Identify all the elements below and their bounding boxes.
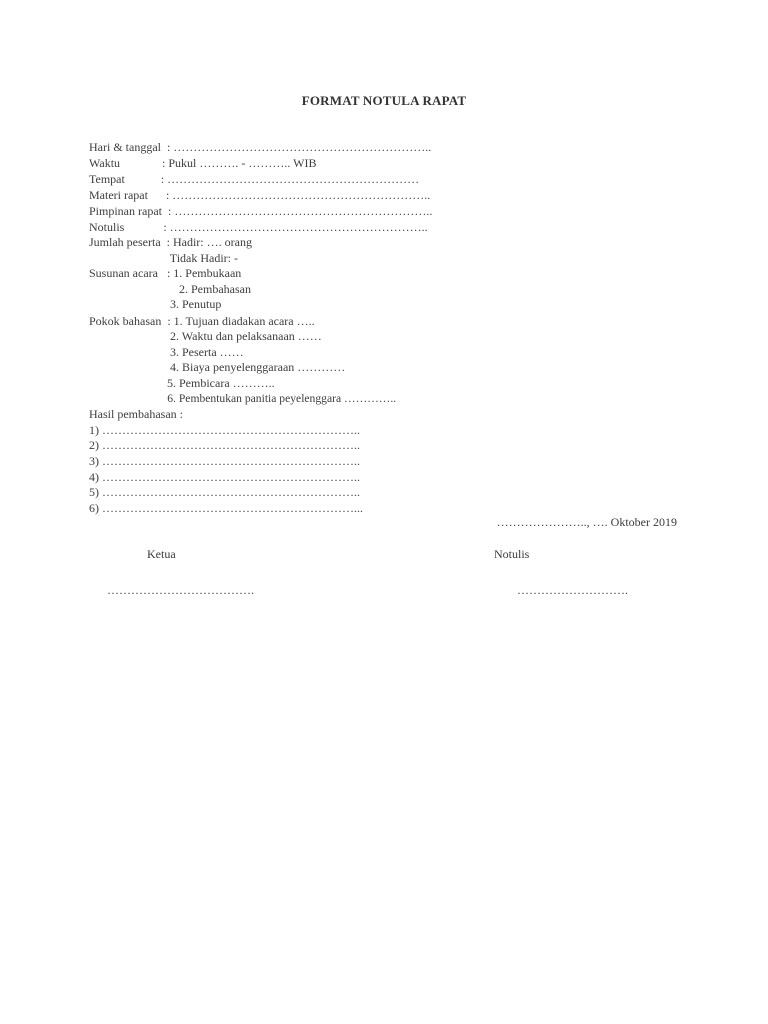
result-item-2: 2) ………………………………………………………..: [89, 438, 360, 452]
signature-line-notulis: ……………………….: [517, 583, 628, 597]
field-jumlah-peserta: Jumlah peserta : Hadir: …. orang: [89, 235, 252, 249]
field-tidak-hadir: Tidak Hadir: -: [89, 251, 239, 265]
signature-label-notulis: Notulis: [494, 547, 530, 561]
field-hari-tanggal: Hari & tanggal : ………………………………………………………..: [89, 140, 432, 154]
signature-line-ketua: ……………………………….: [107, 583, 254, 597]
document-title: FORMAT NOTULA RAPAT: [301, 93, 467, 108]
result-item-4: 4) ………………………………………………………..: [89, 470, 360, 484]
result-item-3: 3) ………………………………………………………..: [89, 454, 360, 468]
field-hasil-pembahasan: Hasil pembahasan :: [89, 407, 183, 421]
field-tempat: Tempat : ………………………………………………………: [89, 172, 420, 186]
field-materi-rapat: Materi rapat : ………………………………………………………..: [89, 188, 431, 202]
topic-item-2: 2. Waktu dan pelaksanaan ……: [89, 329, 322, 343]
topic-item-4: 4. Biaya penyelenggaraan …………: [89, 360, 346, 374]
topic-item-5: 5. Pembicara ………..: [89, 376, 275, 390]
agenda-item-2: 2. Pembahasan: [89, 282, 251, 296]
field-waktu: Waktu : Pukul ………. - ……….. WIB: [89, 156, 317, 170]
result-item-6: 6) ………………………………………………………...: [89, 501, 363, 515]
signature-label-ketua: Ketua: [147, 547, 176, 561]
field-notulis: Notulis : ………………………………………………………..: [89, 220, 428, 234]
field-pokok-bahasan: Pokok bahasan : 1. Tujuan diadakan acara …..: [89, 314, 315, 328]
field-pimpinan-rapat: Pimpinan rapat : ………………………………………………………..: [89, 204, 433, 218]
result-item-1: 1) ………………………………………………………..: [89, 423, 360, 437]
date-line: ………………….., …. Oktober 2019: [496, 515, 677, 529]
topic-item-3: 3. Peserta ……: [89, 345, 244, 359]
result-item-5: 5) ………………………………………………………..: [89, 485, 360, 499]
field-susunan-acara: Susunan acara : 1. Pembukaan: [89, 266, 242, 280]
topic-item-6: 6. Pembentukan panitia peyelenggara …………..: [89, 392, 397, 405]
agenda-item-3: 3. Penutup: [89, 297, 222, 311]
